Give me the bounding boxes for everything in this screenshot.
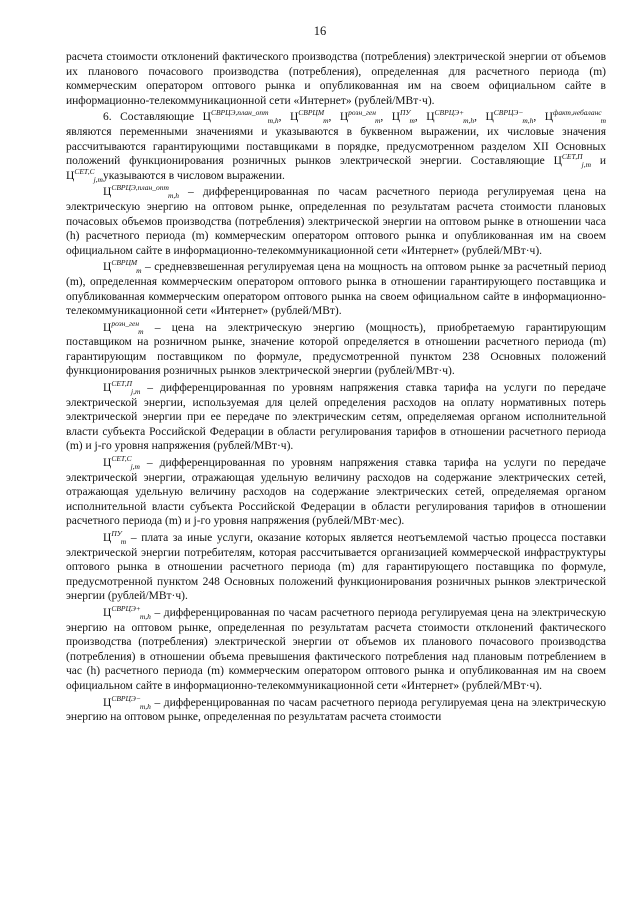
definition-svrcm-text: – средневзвешенная регулируемая цена на мощность на оптовом рынке за расчетный период (m), определенная коммерческим оператором оптового рынка в отношении гарантирующего поставщика и опубликованная коммерческим оператором оптового рынка на своем официальном сайте в информационно-телекоммуникационной сети «Интернет» (рублей/МВт).: [66, 261, 607, 318]
symbol-svrcm-def: $Ц^{СВРЦМ}_m$: [103, 258, 142, 276]
symbol-pu-def: $Ц^{ПУ}_m$: [103, 529, 127, 546]
symbol-set-c: $Ц^{СЕТ,С}_{j,m}$: [66, 166, 103, 184]
definition-pu-text: – плата за иные услуги, оказание которых является неотъемлемой частью процесса поставки электрической энергии потребителям, которая рассчитывается организацией коммерческой инфраструктуры оптового рынка в отношении расчетного периода (m) для гарантирующего поставщика по формуле, предусмотренной пунктом 248 Основных положений функционирования розничных рынков электрической энергии (рублей/МВт·ч).: [66, 532, 606, 603]
p6-rest: являются переменными значениями и указываются в буквенном выражении, их числовые значения рассчитываются гарантирующими поставщиками в порядке, предусмотренном разделом XII Основных положений функционирования розничных рынков электрической энергии. Составляющие: [66, 125, 606, 168]
definition-rozn-gen-text: – цена на электрическую энергию (мощность), приобретаемую гарантирующим поставщиком на розничном рынке, значение которой определяется в отношении расчетного периода (m) гарантирующим поставщиком по формуле, предусмотренной пунктом 238 Основных положений функционирования розничных рынков электрической энергии (рублей/МВт·ч).: [66, 321, 607, 378]
definition-set-p: [66, 381, 606, 454]
symbol-svrcm: $Ц^{СВРЦМ}_m$: [289, 108, 329, 126]
definition-rozn-gen: [66, 318, 607, 379]
p6-tail: указываются в числовом выражении.: [102, 169, 285, 182]
document-body: [66, 50, 606, 727]
definition-set-p-text: – дифференцированная по уровням напряжения ставка тарифа на услуги по передаче электрической энергии, используемая для целей определения расходов на оплату нормативных потерь электрической энергии при ее передаче по электрическим сетям, определяемая органом исполнительной власти субъекта Российской Федерации в области регулирования тарифов в отношении расчетного периода (m) и j-го уровня напряжения (рублей/МВт·ч).: [66, 382, 606, 453]
definition-svrcm: [66, 260, 606, 318]
page-number: 16: [313, 24, 327, 38]
definition-svrce-minus: [66, 693, 606, 725]
symbol-plan-opt-def: $Ц^{СВРЦЭ,план\_опт}_{m,h}$: [103, 183, 179, 201]
definition-svrce-minus-text: – дифференцированная по часам расчетного периода регулируемая цена на электрическую энергию на оптовом рынке, определенная по результатам расчета стоимости: [66, 696, 606, 724]
p6-and: и: [599, 155, 606, 168]
symbol-svrce-plus-def: $Ц^{СВРЦЭ+}_{m,h}$: [103, 603, 151, 621]
symbol-rozn-gen: $Ц^{розн\_ген}_m$: [339, 108, 381, 126]
symbol-set-p: $Ц^{СЕТ,П}_{j,m}$: [553, 152, 591, 170]
definition-plan-opt: [66, 185, 606, 258]
symbol-set-c-def: $Ц^{СЕТ,С}_{j,m}$: [103, 454, 140, 472]
p6-lead: 6. Составляющие: [103, 111, 195, 124]
symbol-svrce-minus: $Ц^{СВРЦЭ-}_{m,h}$: [485, 108, 534, 126]
symbol-pu: $Ц^{ПУ}_m$: [391, 108, 415, 126]
definition-plan-opt-text: – дифференцированная по часам расчетного периода регулируемая цена на электрическую энергию на оптовом рынке, определенная по результатам расчета стоимости плановых почасовых объемов производства (потребления) электрической энергии на оптовом рынке в отношении часа (h) расчетного периода (m) коммерческим оператором оптового рынка и опубликованная им на своем официальном сайте в информационно-телекоммуникационной сети «Интернет» (рублей/МВт·ч).: [66, 186, 606, 257]
symbol-fakt-nebalans: $Ц^{факт,небаланс}_m$: [544, 108, 607, 126]
symbol-plan-opt: $Ц^{СВРЦЭ,план\_опт}_{m,h}$: [202, 108, 279, 126]
symbol-svrce-plus: $Ц^{СВРЦЭ+}_{m,h}$: [426, 108, 475, 126]
symbol-svrce-minus-def: $Ц^{СВРЦЭ-}_{m,h}$: [103, 693, 151, 711]
definition-svrce-plus: [66, 603, 606, 694]
definition-set-c-text: – дифференцированная по уровням напряжения ставка тарифа на услуги по передаче электрической энергии, отражающая удельную величину расходов на содержание электрических сетей, отражающая удельную величину расходов на содержание электрических сетей, определяемая органом исполнительной власти субъекта Российской Федерации в области регулирования тарифов в отношении расчетного периода (m) и j-го уровня напряжения (рублей/МВт·мес).: [66, 457, 606, 528]
definition-set-c: [66, 456, 606, 529]
definition-pu: [66, 531, 606, 604]
paragraph-continuation: расчета стоимости отклонений фактического производства (потребления) электрической энергии от объемов их планового почасового производства (потребления), определенная для расчетного периода (m) коммерческим оператором оптового рынка и опубликованная им на своем официальном сайте в информационно-телекоммуникационной сети «Интернет» (рублей/МВт·ч).: [66, 51, 606, 107]
definition-svrce-plus-text: – дифференцированная по часам расчетного периода регулируемая цена на электрическую энергию на оптовом рынке, определенная по результатам расчета стоимости отклонений фактического производства (потребления) электрической энергии от объемов их планового почасового производства (потребления) в отношении объема превышения фактического потребления над плановым потреблением в час (h) расчетного периода (m) коммерческим оператором оптового рынка и опубликованная им на своем официальном сайте в информационно-телекоммуникационной сети «Интернет» (рублей/МВт·ч).: [66, 606, 606, 692]
symbol-set-p-def: $Ц^{СЕТ,П}_{j,m}$: [103, 379, 141, 397]
paragraph-6: 6. Составляющие $Ц^{СВРЦЭ,план\_опт}_{m,h}$, $Ц^{СВРЦМ}_m$, $Ц^{розн\_ген}_m$, $Ц^{ПУ}_m$, $Ц^{СВРЦЭ+}_{m,h}$, $Ц^{СВРЦЭ-}_{m,h}$, $Ц^{факт,небаланс}_m$ являются переменными значениями и указываются в буквенном выражении, их числовые значения рассчитываются гарантирующими поставщиками в порядке, предусмотренном разделом XII Основных положений функционирования розничных рынков электрической энергии. Составляющие $Ц^{СЕТ,П}_{j,m}$ и $Ц^{СЕТ,С}_{j,m}указываются$ в числовом выражении.: [66, 108, 607, 184]
symbol-rozn-gen-def: $Ц^{розн\_ген}_m$: [103, 318, 144, 336]
